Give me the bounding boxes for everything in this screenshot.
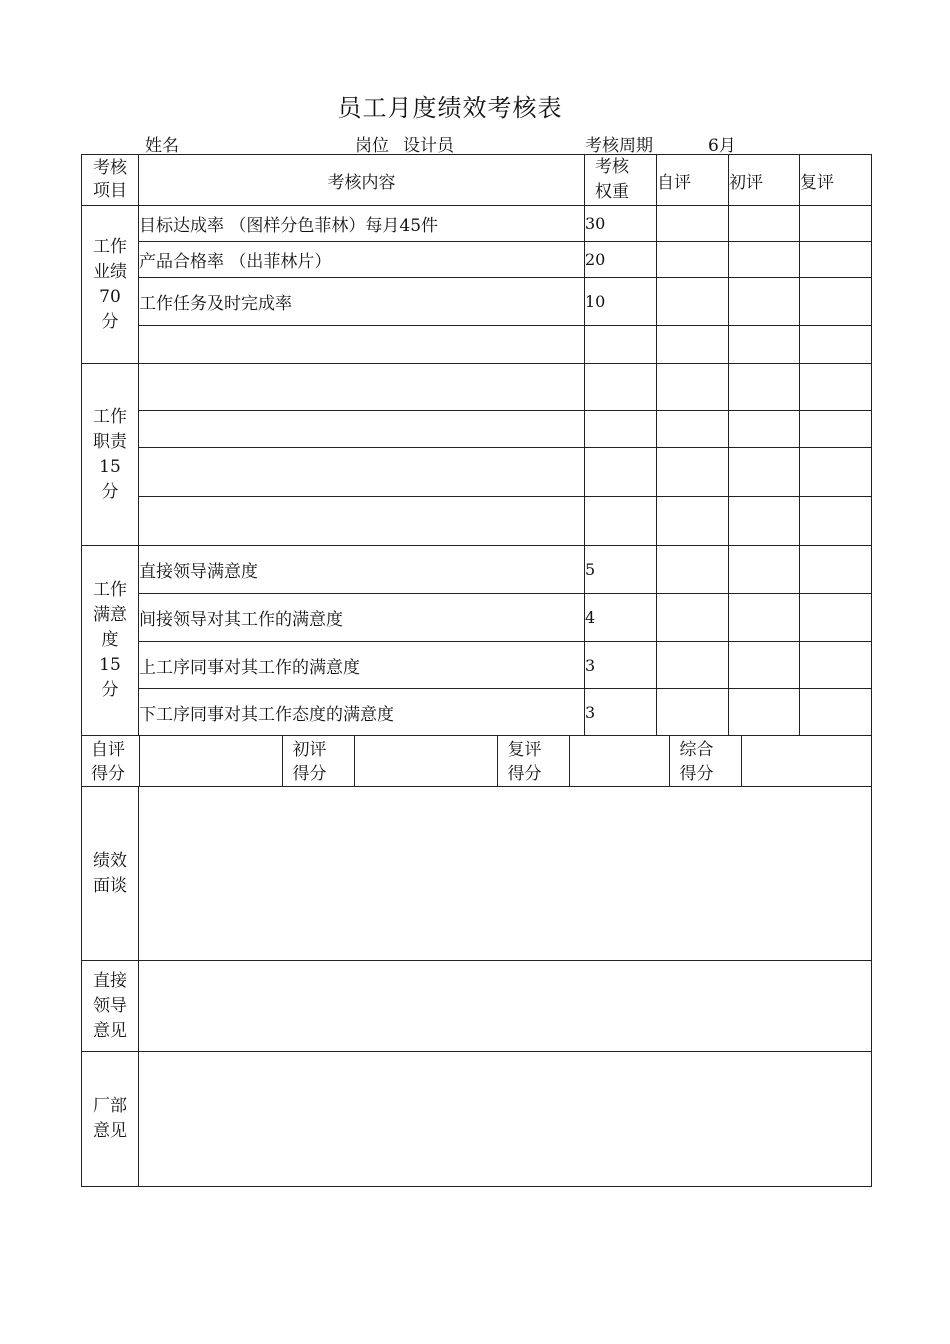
- score-summary-row: [82, 736, 872, 787]
- table-row: [82, 411, 872, 448]
- score-table: [82, 736, 872, 786]
- table-row: [82, 546, 872, 594]
- table-row: [82, 278, 872, 326]
- self-eval-cell[interactable]: [657, 278, 729, 326]
- first-eval-cell[interactable]: [729, 278, 800, 326]
- content-cell: 工作任务及时完成率: [139, 278, 585, 326]
- re-eval-cell[interactable]: [800, 326, 872, 364]
- self-eval-cell[interactable]: [657, 546, 729, 594]
- table-row: [82, 594, 872, 642]
- content-cell: 上工序同事对其工作的满意度: [139, 642, 585, 689]
- weight-cell: 4: [585, 594, 657, 642]
- self-eval-cell[interactable]: [657, 411, 729, 448]
- self-score-value[interactable]: [139, 736, 282, 786]
- weight-cell: 10: [585, 278, 657, 326]
- table-row: [82, 242, 872, 278]
- table-row: [82, 364, 872, 411]
- table-row: [82, 206, 872, 242]
- table-header-row: [82, 155, 872, 206]
- re-eval-cell[interactable]: [800, 594, 872, 642]
- self-eval-cell[interactable]: [657, 448, 729, 497]
- first-score-value[interactable]: [354, 736, 497, 786]
- first-eval-cell[interactable]: [729, 242, 800, 278]
- period-label: 考核周期: [585, 136, 653, 156]
- weight-cell[interactable]: [585, 448, 657, 497]
- header-content: 考核内容: [139, 155, 585, 206]
- re-eval-cell[interactable]: [800, 278, 872, 326]
- leader-opinion-row: [82, 961, 872, 1052]
- weight-cell[interactable]: [585, 411, 657, 448]
- first-score-label: 初评 得分: [282, 736, 354, 786]
- factory-opinion-row: [82, 1052, 872, 1187]
- weight-cell: 3: [585, 642, 657, 689]
- table-row: [82, 642, 872, 689]
- factory-opinion-label: 厂部 意见: [82, 1052, 139, 1187]
- header-first-eval: 初评: [729, 155, 800, 206]
- page-title: 员工月度绩效考核表: [337, 94, 563, 122]
- section-label-performance: 工作 业绩 70 分: [82, 206, 139, 364]
- self-eval-cell[interactable]: [657, 206, 729, 242]
- factory-opinion-field[interactable]: [139, 1052, 872, 1187]
- self-score-label: 自评 得分: [91, 740, 125, 784]
- self-eval-cell[interactable]: [657, 689, 729, 736]
- content-cell[interactable]: [139, 411, 585, 448]
- interview-label: 绩效 面谈: [82, 787, 139, 961]
- content-cell: 产品合格率 （出菲林片）: [139, 242, 585, 278]
- re-eval-cell[interactable]: [800, 242, 872, 278]
- self-eval-cell[interactable]: [657, 497, 729, 546]
- first-eval-cell[interactable]: [729, 497, 800, 546]
- re-eval-cell[interactable]: [800, 689, 872, 736]
- re-eval-cell[interactable]: [800, 497, 872, 546]
- weight-cell[interactable]: [585, 364, 657, 411]
- content-cell[interactable]: [139, 448, 585, 497]
- content-cell: 目标达成率 （图样分色菲林）每月45件: [139, 206, 585, 242]
- interview-field[interactable]: [139, 787, 872, 961]
- first-eval-cell[interactable]: [729, 689, 800, 736]
- first-eval-cell[interactable]: [729, 206, 800, 242]
- section-label-satisfaction: 工作 满意 度 15 分: [82, 546, 139, 736]
- content-cell: 直接领导满意度: [139, 546, 585, 594]
- weight-cell[interactable]: [585, 326, 657, 364]
- weight-cell: 5: [585, 546, 657, 594]
- header-item: 考核 项目: [82, 155, 139, 206]
- re-eval-cell[interactable]: [800, 364, 872, 411]
- weight-cell: 3: [585, 689, 657, 736]
- leader-opinion-field[interactable]: [139, 961, 872, 1052]
- re-eval-cell[interactable]: [800, 546, 872, 594]
- self-eval-cell[interactable]: [657, 594, 729, 642]
- total-score-label: 综合 得分: [669, 736, 741, 786]
- first-eval-cell[interactable]: [729, 448, 800, 497]
- first-eval-cell[interactable]: [729, 546, 800, 594]
- re-eval-cell[interactable]: [800, 411, 872, 448]
- first-eval-cell[interactable]: [729, 642, 800, 689]
- position-label: 岗位: [355, 136, 389, 156]
- self-eval-cell[interactable]: [657, 242, 729, 278]
- header-self-eval: 自评: [657, 155, 729, 206]
- self-eval-cell[interactable]: [657, 642, 729, 689]
- content-cell[interactable]: [139, 326, 585, 364]
- interview-row: [82, 787, 872, 961]
- name-label: 姓名: [145, 136, 179, 156]
- first-eval-cell[interactable]: [729, 326, 800, 364]
- appraisal-table: [81, 154, 872, 1187]
- content-cell[interactable]: [139, 364, 585, 411]
- content-cell: 下工序同事对其工作态度的满意度: [139, 689, 585, 736]
- header-weight: 考核 权重: [585, 155, 657, 206]
- self-eval-cell[interactable]: [657, 326, 729, 364]
- weight-cell: 30: [585, 206, 657, 242]
- re-eval-cell[interactable]: [800, 642, 872, 689]
- self-eval-cell[interactable]: [657, 364, 729, 411]
- first-eval-cell[interactable]: [729, 594, 800, 642]
- first-eval-cell[interactable]: [729, 364, 800, 411]
- first-eval-cell[interactable]: [729, 411, 800, 448]
- total-score-value[interactable]: [741, 736, 872, 786]
- leader-opinion-label: 直接 领导 意见: [82, 961, 139, 1052]
- period-value: 6月: [708, 136, 736, 156]
- weight-cell[interactable]: [585, 497, 657, 546]
- table-row: [82, 497, 872, 546]
- section-label-duties: 工作 职责 15 分: [82, 364, 139, 546]
- re-eval-cell[interactable]: [800, 448, 872, 497]
- content-cell: 间接领导对其工作的满意度: [139, 594, 585, 642]
- re-score-label: 复评 得分: [497, 736, 569, 786]
- table-row: [82, 448, 872, 497]
- position-value: 设计员: [403, 136, 454, 156]
- re-eval-cell[interactable]: [800, 206, 872, 242]
- content-cell[interactable]: [139, 497, 585, 546]
- table-row: [82, 689, 872, 736]
- re-score-value[interactable]: [569, 736, 669, 786]
- header-re-eval: 复评: [800, 155, 872, 206]
- weight-cell: 20: [585, 242, 657, 278]
- table-row: [82, 326, 872, 364]
